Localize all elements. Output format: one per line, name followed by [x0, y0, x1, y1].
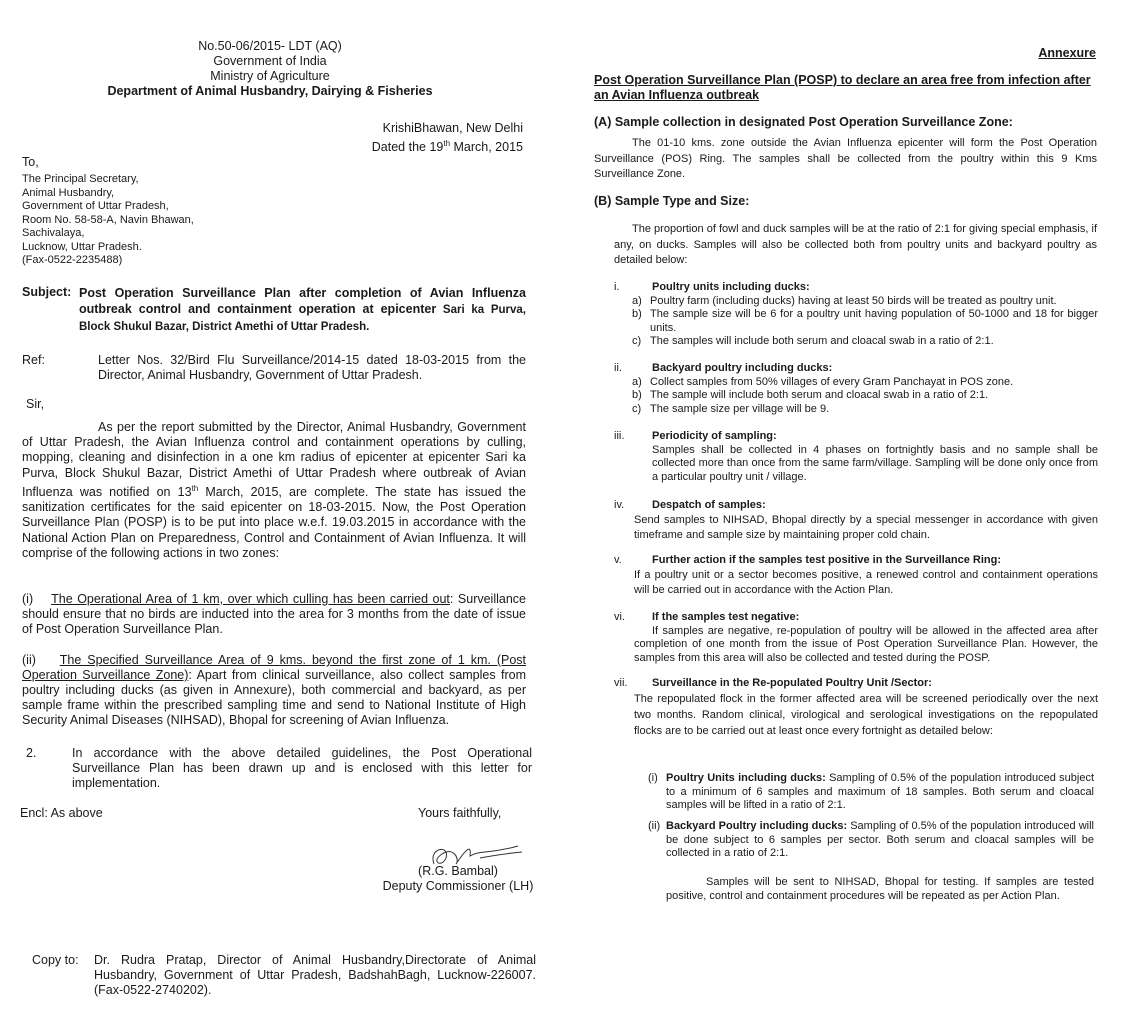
- item-number: iii.: [614, 430, 625, 442]
- place: KrishiBhawan, New Delhi: [382, 121, 523, 135]
- item-text: The repopulated flock in the former affected area will be screened periodically over the next two months. Random clinical, virological and serological investigations on the repopulated flocks are to be carried out at least once every fortnight as detailed below:: [634, 692, 1098, 737]
- zone-1: (i) The Operational Area of 1 km, over which culling has been carried out: Surveillance should ensure that no birds are inducted into the area for 3 months from the date of issue of Post Operation Surveillance Plan.: [22, 592, 526, 636]
- letter-header: [100, 39, 440, 99]
- sub-key: c): [632, 335, 642, 347]
- sub-key: a): [632, 375, 642, 388]
- annexure-label: Annexure: [1038, 46, 1096, 60]
- item-title: Despatch of samples:: [652, 499, 766, 511]
- sub-text: The samples will include both serum and cloacal swab in a ratio of 2:1.: [650, 335, 994, 347]
- item-text: Samples shall be collected in 4 phases on fortnightly basis and no sample shall be collected more than once from the same farm/village. Sampling will be done only once from a particular poultry unit / village.: [652, 443, 1098, 483]
- sub-key: c): [632, 402, 642, 415]
- item-number: v.: [614, 554, 622, 566]
- sub-key: a): [632, 294, 642, 307]
- closing: Yours faithfully,: [418, 806, 502, 820]
- item-text: Send samples to NIHSAD, Bhopal directly by a special messenger in accordance with given timeframe and sample size by maintaining proper cold chain.: [634, 513, 1098, 541]
- date: Dated the 19th March, 2015: [371, 139, 523, 155]
- sub-item-text: Backyard Poultry including ducks: Sampling of 0.5% of the population introduced will be done subject to 6 samples per sector. Both serum and cloacal samples will be collected in a ratio of 2:1.: [666, 820, 1094, 859]
- signer-designation: Deputy Commissioner (LH): [382, 879, 534, 893]
- section-b-text: The proportion of fowl and duck samples will be at the ratio of 2:1 for giving special emphasis, if any, on ducks. Samples will also be collected both from poultry units and backyard poultry as detailed below:: [614, 223, 1097, 266]
- copy-to: [32, 953, 536, 998]
- item-title: Backyard poultry including ducks:: [652, 362, 833, 374]
- final-note: Samples will be sent to NIHSAD, Bhopal for testing. If samples are tested positive, control and containment procedures will be repeated as per Action Plan.: [666, 876, 1094, 902]
- recipient-address: [22, 173, 282, 268]
- subject-text: Post Operation Surveillance Plan after completion of Avian Influenza outbreak control and containment operation at epicenter Sari ka Purva, Block Shukul Bazar, District Amethi of Uttar Pradesh.: [79, 286, 526, 333]
- address-line: Room No. 58-58-A, Navin Bhawan,: [22, 213, 194, 226]
- paragraph-1: As per the report submitted by the Director, Animal Husbandry, Government of Uttar Pradesh, the Avian Influenza control and containment operations by culling, mopping, cleaning and disinfection in a one km radius of epicenter at epicenter Sari ka Purva, Block Shukul Bazar, District Amethi of Uttar Pradesh where outbreak of Avian Influenza was notified on 13th March, 2015, are complete. The state has issued the sanitization certificates for the said epicenter on 18-03-2015. Now, the Post Operation Surveillance Plan (POSP) is to be put into place w.e.f. 19.03.2015 in accordance with the National Action Plan on Preparedness, Control and Containment of Avian Influenza. It will comprise of the following actions in two zones:: [22, 420, 527, 560]
- govt-name: Government of India: [213, 54, 327, 68]
- file-number: No.50-06/2015- LDT (AQ): [198, 39, 342, 53]
- signer-name: (R.G. Bambal): [418, 864, 498, 878]
- subject: [22, 285, 526, 335]
- address-line: Lucknow, Uttar Pradesh.: [22, 240, 142, 253]
- item-text: If samples are negative, re-population of poultry will be allowed in the affected area after completion of one month from the issue of Post Operation Surveillance Plan. However, the samples from this area will also be collected and tested during the POSP.: [634, 624, 1098, 664]
- item-v: [614, 554, 1098, 598]
- item-iv: [614, 499, 1098, 543]
- item-iii: [614, 430, 1098, 484]
- place-date: [300, 121, 523, 155]
- item-number: vii.: [614, 677, 628, 689]
- section-b-heading: (B) Sample Type and Size:: [594, 194, 750, 208]
- copy-text: Dr. Rudra Pratap, Director of Animal Husbandry,Directorate of Animal Husbandry, Government of Uttar Pradesh, BadshahBagh, Lucknow-226007. (Fax-0522-2740202).: [94, 953, 536, 997]
- item-ii: [614, 362, 1098, 416]
- enclosure: Encl: As above: [20, 806, 103, 820]
- sub-text: Poultry farm (including ducks) having at least 50 birds will be treated as poultry unit.: [650, 294, 1057, 307]
- sub-text: The sample size will be 6 for a poultry unit having population of 50-1000 and 18 for bigger units.: [650, 308, 1098, 334]
- item-number: i.: [614, 281, 620, 293]
- item-title: Poultry units including ducks:: [652, 281, 810, 293]
- annexure-title: Post Operation Surveillance Plan (POSP) to declare an area free from infection after an Avian Influenza outbreak: [594, 73, 1091, 102]
- to-label: To,: [22, 155, 39, 169]
- sub-number: (i): [648, 772, 658, 784]
- ref-label: Ref:: [22, 353, 45, 367]
- salutation: Sir,: [26, 397, 45, 411]
- item-number: ii.: [614, 362, 622, 374]
- item-i: [614, 281, 1098, 349]
- address-line: Government of Uttar Pradesh,: [22, 200, 169, 212]
- copy-label: Copy to:: [32, 953, 79, 967]
- item-vii: [614, 677, 1098, 739]
- ministry-name: Ministry of Agriculture: [210, 69, 330, 83]
- ref-text: Letter Nos. 32/Bird Flu Surveillance/2014-15 dated 18-03-2015 from the Director, Animal Husbandry, Government of Uttar Pradesh.: [98, 353, 526, 382]
- sub-text: The sample will include both serum and cloacal swab in a ratio of 2:1.: [650, 389, 989, 401]
- sub-text: Collect samples from 50% villages of every Gram Panchayat in POS zone.: [650, 375, 1014, 388]
- item-title: Periodicity of sampling:: [652, 430, 777, 442]
- address-line: Sachivalaya,: [22, 227, 85, 239]
- sub-number: (ii): [648, 820, 661, 832]
- address-line: Animal Husbandry,: [22, 186, 115, 199]
- paragraph-2: [22, 746, 532, 791]
- address-line: (Fax-0522-2235488): [22, 254, 123, 266]
- para2-number: 2.: [26, 746, 37, 760]
- section-a-heading: (A) Sample collection in designated Post Operation Surveillance Zone:: [594, 115, 1013, 129]
- sub-key: b): [632, 308, 642, 320]
- sub-item-2: [648, 820, 1094, 861]
- sub-key: b): [632, 389, 642, 401]
- zone-2: (ii) The Specified Surveillance Area of 9 kms. beyond the first zone of 1 km. (Post Operation Surveillance Zone): Apart from clinical surveillance, also collect samples from poultry including ducks (as given in Annexure), both commercial and backyard, as per sample frame within the prescribed sampling time and send to National Institute of High Security Animal Diseases (NIHSAD), Bhopal for screening of Avian Influenza.: [22, 653, 526, 727]
- item-vi: [614, 611, 1098, 665]
- section-a-text: The 01-10 kms. zone outside the Avian Influenza epicenter will form the Post Operation Surveillance (POS) Ring. The samples shall be collected from the poultry within this 9 Kms Surveillance Zone.: [594, 137, 1097, 180]
- sub-text: The sample size per village will be 9.: [650, 402, 830, 415]
- reference: [22, 353, 526, 383]
- item-text: If a poultry unit or a sector becomes positive, a renewed control and containment operations will be carried out in accordance with the Action Plan.: [634, 568, 1098, 596]
- subject-label: Subject:: [22, 285, 72, 299]
- address-line: The Principal Secretary,: [22, 173, 139, 185]
- para2-text: In accordance with the above detailed guidelines, the Post Operational Surveillance Plan has been drawn up and is enclosed with this letter for implementation.: [72, 746, 532, 790]
- item-title: If the samples test negative:: [652, 611, 800, 623]
- department-name: Department of Animal Husbandry, Dairying & Fisheries: [107, 84, 433, 98]
- sub-item-text: Poultry Units including ducks: Sampling of 0.5% of the population introduced subject to a minimum of 6 samples and maximum of 18 samples. Both serum and cloacal samples will be lifted in a ratio of 2:1.: [666, 772, 1094, 811]
- item-number: vi.: [614, 611, 625, 623]
- item-title: Surveillance in the Re-populated Poultry Unit /Sector:: [652, 677, 932, 689]
- sub-item-1: [648, 772, 1094, 813]
- item-title: Further action if the samples test positive in the Surveillance Ring:: [652, 554, 1002, 566]
- item-number: iv.: [614, 499, 625, 511]
- signer-block: [378, 864, 538, 894]
